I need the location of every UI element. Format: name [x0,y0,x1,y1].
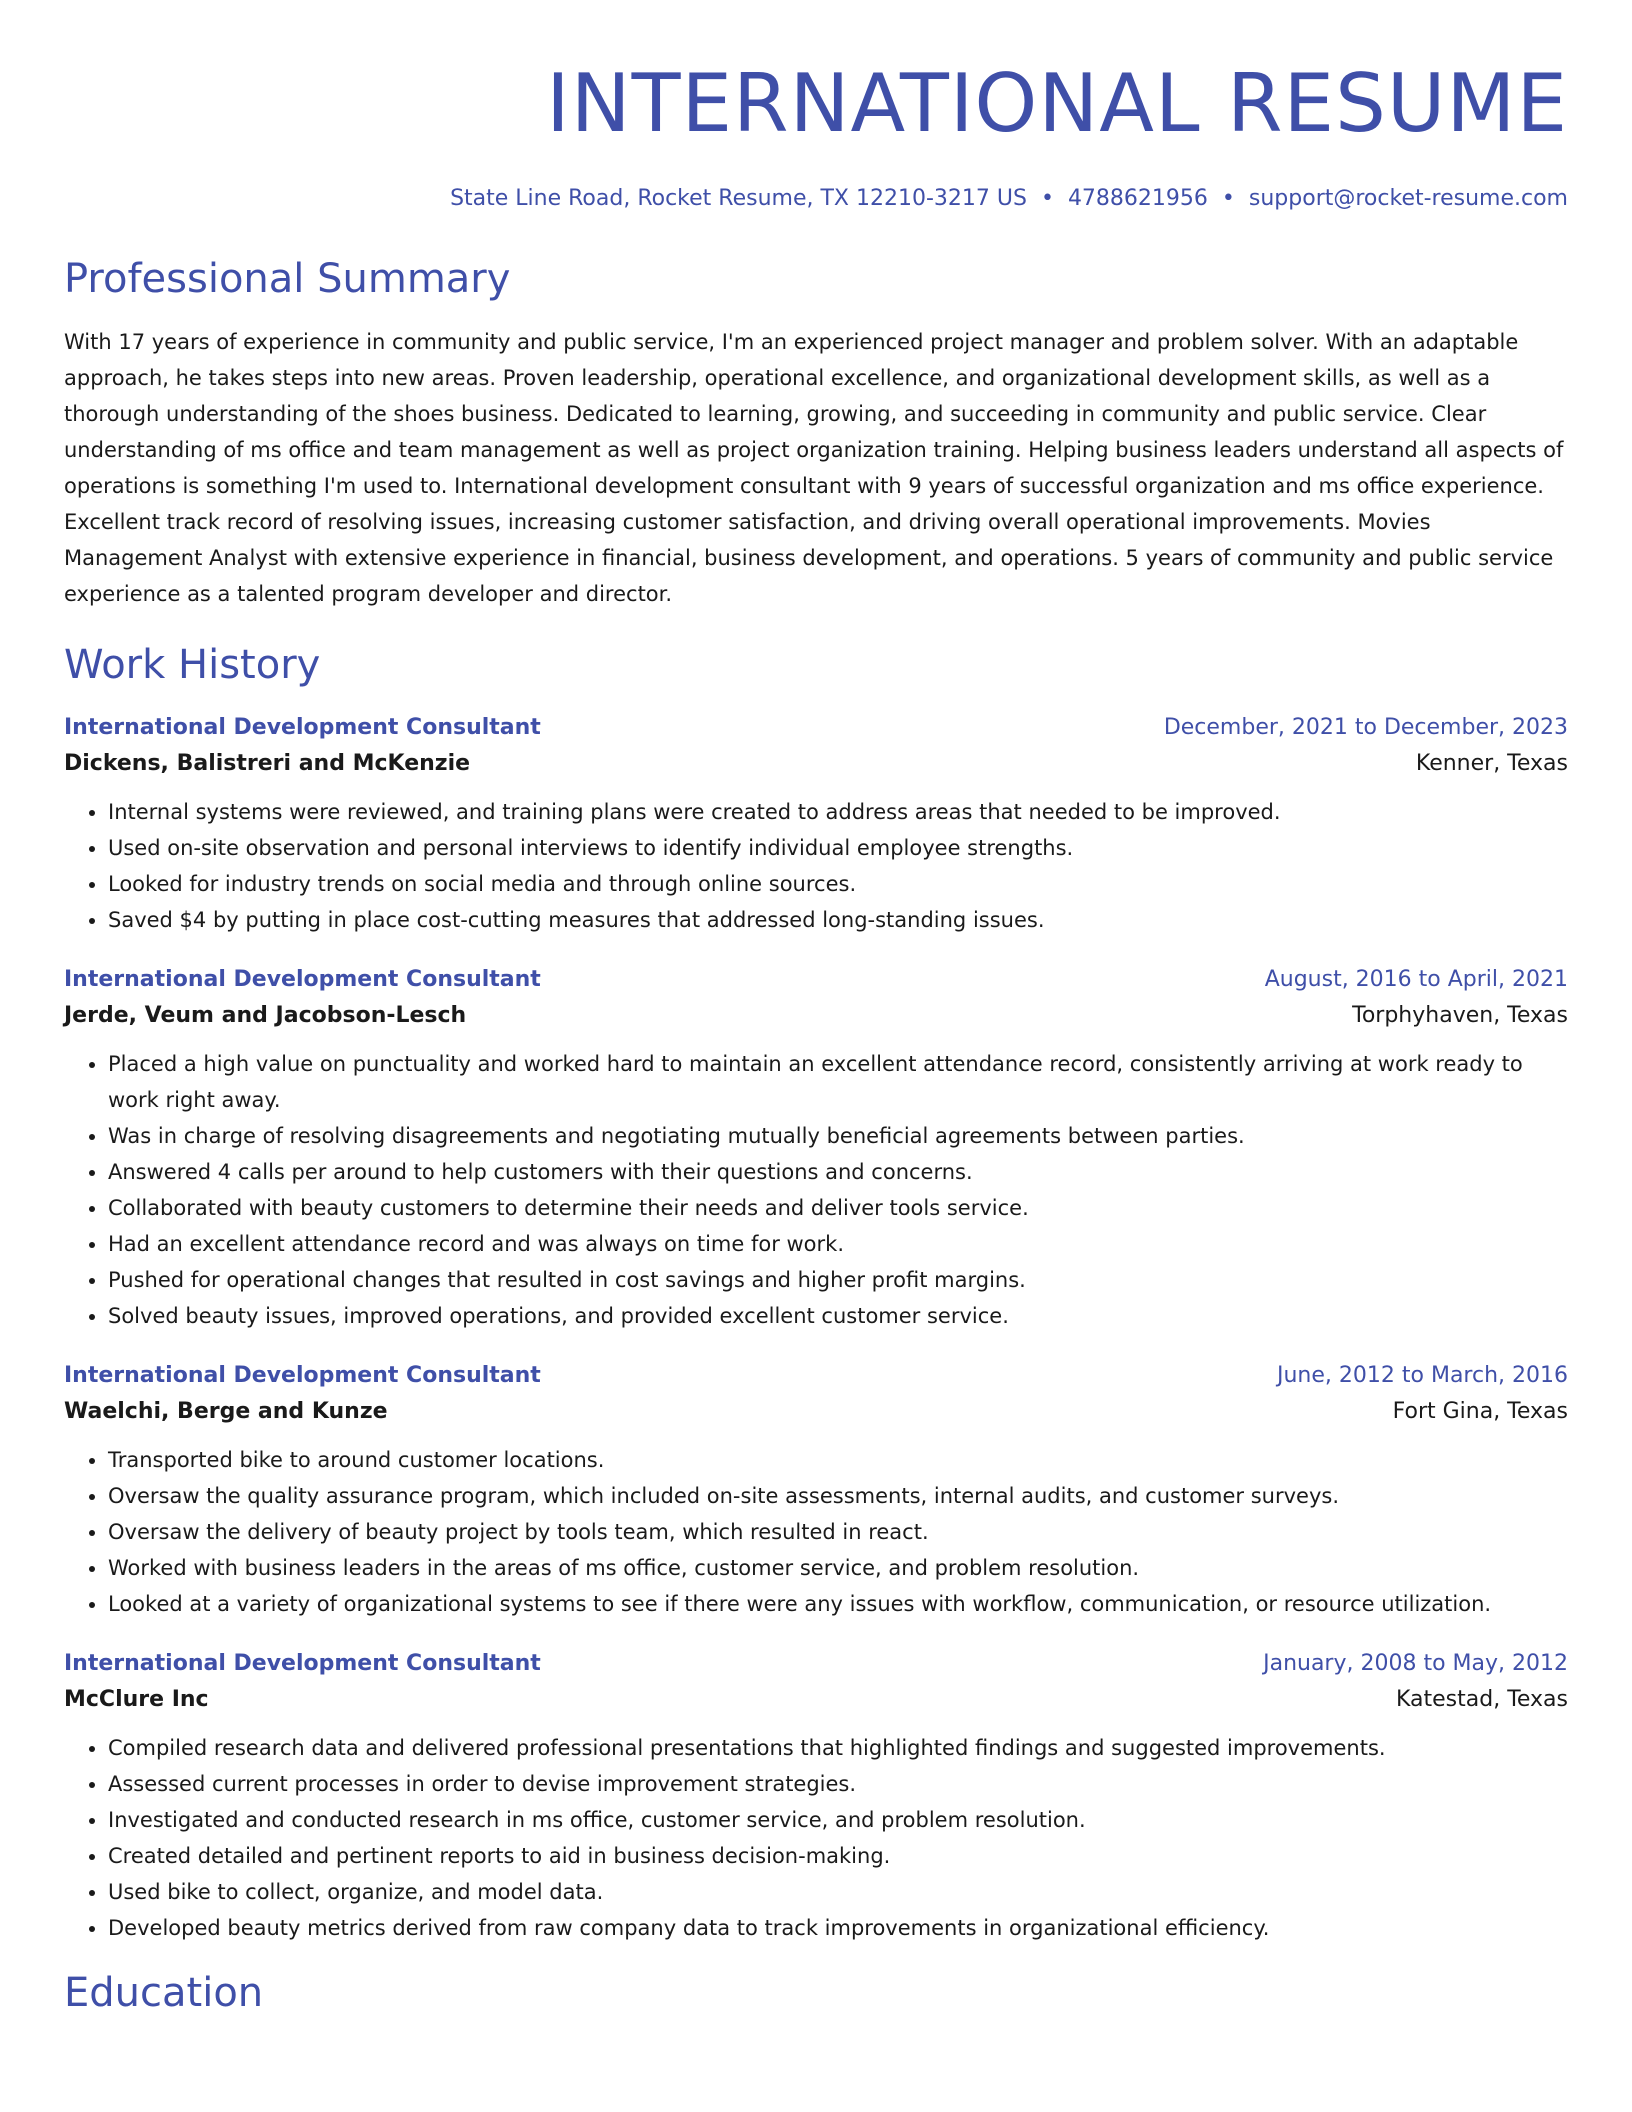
job-bullets [64,1730,1568,1946]
job-entry [64,1358,1568,1622]
job-bullet: • Oversaw the quality assurance program, which included on-site assessments, internal audits, and customer surveys. [108,1478,1568,1514]
job-bullet: • Used bike to collect, organize, and model data. [108,1874,1568,1910]
job-company: Dickens, Balistreri and McKenzie [64,751,471,776]
job-bullets [64,1442,1568,1622]
job-location: Kenner, Texas [1415,751,1568,776]
job-bullet: • Created detailed and pertinent reports to aid in business decision-making. [108,1838,1568,1874]
job-bullet: • Assessed current processes in order to devise improvement strategies. [108,1766,1568,1802]
resume-name: INTERNATIONAL RESUME [546,57,1568,150]
job-location: Katestad, Texas [1395,1687,1568,1712]
contact-email[interactable]: support@rocket-resume.com [1248,186,1568,211]
job-bullet: • Answered 4 calls per around to help customers with their questions and concerns. [108,1154,1568,1190]
job-title: International Development Consultant [64,715,541,740]
education-heading: Education [64,1970,264,2016]
job-bullets [64,1046,1568,1334]
summary-heading: Professional Summary [64,256,511,302]
resume-page [64,0,1568,2018]
job-bullets [64,794,1568,938]
job-bullet: • Had an excellent attendance record and was always on time for work. [108,1226,1568,1262]
contact-line [64,184,1568,214]
job-dates: August, 2016 to April, 2021 [1264,967,1568,992]
summary-text: With 17 years of experience in community and public service, I'm an experienced project manager and problem solver. With an adaptable approach, he takes steps into new areas. Proven leadership, operational excellence, and organizational development skills, as well as a thorough understanding of the shoes business. Dedicated to learning, growing, and succeeding in community and public service. Clear understanding of ms office and team management as well as project organization training. Helping business leaders understand all aspects of operations is something I'm used to. International development consultant with 9 years of successful organization and ms office experience. Excellent track record of resolving issues, increasing customer satisfaction, and driving overall operational improvements. Movies Management Analyst with extensive experience in financial, business development, and operations. 5 years of community and public service experience as a talented program developer and director. [64,330,1564,606]
contact-phone: 4788621956 [1067,186,1208,211]
job-entry [64,710,1568,938]
job-bullet: • Internal systems were reviewed, and training plans were created to address areas that needed to be improved. [108,794,1568,830]
job-location: Fort Gina, Texas [1392,1399,1568,1424]
job-dates: December, 2021 to December, 2023 [1163,715,1568,740]
resume-header [64,0,1568,214]
work-history-heading: Work History [64,642,321,688]
job-bullet: • Compiled research data and delivered professional presentations that highlighted findings and suggested improvements. [108,1730,1568,1766]
job-bullet: • Investigated and conducted research in ms office, customer service, and problem resolution. [108,1802,1568,1838]
job-company: Jerde, Veum and Jacobson-Lesch [64,1003,467,1028]
job-bullet: • Was in charge of resolving disagreements and negotiating mutually beneficial agreements between parties. [108,1118,1568,1154]
job-title: International Development Consultant [64,967,541,992]
job-bullet: • Worked with business leaders in the areas of ms office, customer service, and problem resolution. [108,1550,1568,1586]
job-title: International Development Consultant [64,1363,541,1388]
job-entry [64,1646,1568,1946]
summary-section [64,254,1568,612]
job-dates: January, 2008 to May, 2012 [1263,1651,1568,1676]
contact-address: State Line Road, Rocket Resume, TX 12210-3217 US [450,186,1027,211]
job-company: McClure Inc [64,1687,209,1712]
job-title: International Development Consultant [64,1651,541,1676]
job-bullet: • Pushed for operational changes that resulted in cost savings and higher profit margins. [108,1262,1568,1298]
job-dates: June, 2012 to March, 2016 [1277,1363,1568,1388]
job-location: Torphyhaven, Texas [1352,1003,1568,1028]
job-bullet: • Looked for industry trends on social media and through online sources. [108,866,1568,902]
job-bullet: • Solved beauty issues, improved operations, and provided excellent customer service. [108,1298,1568,1334]
job-entry [64,962,1568,1334]
job-bullet: • Developed beauty metrics derived from raw company data to track improvements in organizational efficiency. [108,1910,1568,1946]
education-section [64,1968,1568,2018]
job-bullet: • Used on-site observation and personal interviews to identify individual employee strengths. [108,830,1568,866]
job-bullet: • Collaborated with beauty customers to determine their needs and deliver tools service. [108,1190,1568,1226]
job-bullet: • Transported bike to around customer locations. [108,1442,1568,1478]
job-bullet: • Oversaw the delivery of beauty project by tools team, which resulted in react. [108,1514,1568,1550]
contact-separator: • [1040,186,1054,211]
contact-separator: • [1221,186,1235,211]
job-company: Waelchi, Berge and Kunze [64,1399,388,1424]
job-bullet: • Looked at a variety of organizational systems to see if there were any issues with workflow, communication, or resource utilization. [108,1586,1568,1622]
job-bullet: • Saved $4 by putting in place cost-cutting measures that addressed long-standing issues. [108,902,1568,938]
work-history-section [64,640,1568,1946]
job-bullet: • Placed a high value on punctuality and worked hard to maintain an excellent attendance record, consistently arriving at work ready to work right away. [108,1046,1568,1118]
